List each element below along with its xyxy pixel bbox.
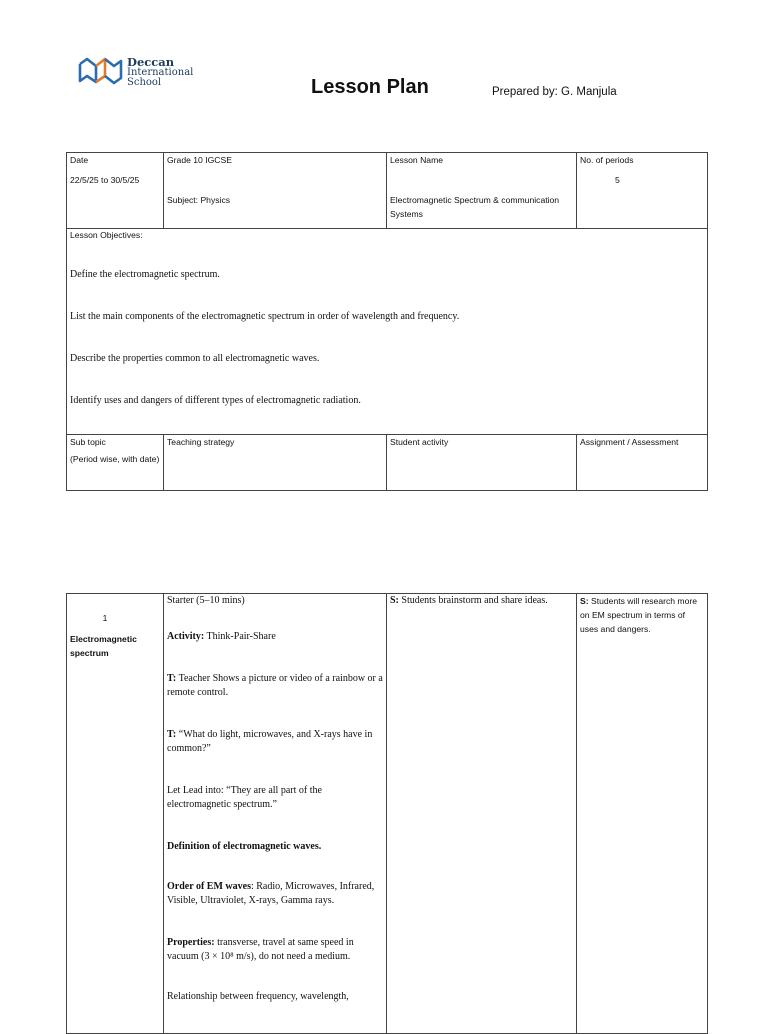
assessment-text: S: Students will research more on EM spectrum in terms of uses and dangers. — [580, 596, 698, 634]
periods-value: 5 — [615, 175, 620, 185]
period-1-assessment — [577, 594, 708, 1034]
lesson-name-cell — [387, 153, 577, 229]
strategy-line: Definition of electromagnetic waves. — [167, 841, 322, 852]
grade-label: Grade 10 IGCSE — [167, 155, 232, 165]
period-1-strategy — [164, 594, 387, 1034]
subject-label: Subject: Physics — [167, 195, 231, 205]
periods-label: No. of periods — [580, 155, 634, 165]
strategy-line: Activity: Think-Pair-Share — [167, 631, 276, 642]
prepared-by: Prepared by: G. Manjula — [492, 86, 617, 98]
open-book-logo-icon — [78, 56, 124, 86]
strategy-line: Let Lead into: “They are all part of the electromagnetic spectrum.” — [167, 785, 322, 810]
objective-item: List the main components of the electromagnetic spectrum in order of wavelength and frequency. — [70, 311, 460, 322]
activity-text: S: Students brainstorm and share ideas. — [390, 595, 548, 606]
lesson-name-value: Electromagnetic Spectrum & communication Systems — [390, 195, 560, 219]
objective-item: Identify uses and dangers of different types of electromagnetic radiation. — [70, 395, 361, 406]
school-logo — [78, 56, 193, 88]
objectives-label: Lesson Objectives: — [70, 230, 143, 240]
lesson-info-table — [66, 152, 708, 491]
period-topic: Electromagnetic spectrum — [70, 634, 137, 658]
objective-item: Define the electromagnetic spectrum. — [70, 269, 220, 280]
period-1-subtopic — [67, 594, 164, 1034]
period-plan-table — [66, 593, 708, 1034]
page-title: Lesson Plan — [311, 76, 429, 98]
activity-header: Student activity — [387, 435, 577, 491]
period-number: 1 — [102, 613, 108, 623]
logo-line-2: International — [127, 67, 194, 78]
subtopic-header — [67, 435, 164, 491]
subtopic-note: (Period wise, with date) — [70, 454, 160, 464]
objectives-cell — [67, 229, 708, 435]
strategy-line: T: “What do light, microwaves, and X-rays have in common?” — [167, 729, 373, 754]
date-cell — [67, 153, 164, 229]
lesson-name-label: Lesson Name — [390, 155, 444, 165]
assessment-header: Assignment / Assessment — [577, 435, 708, 491]
subtopic-label: Sub topic — [70, 437, 106, 447]
date-label: Date — [70, 155, 89, 165]
logo-line-1: Deccan — [127, 55, 175, 69]
strategy-header: Teaching strategy — [164, 435, 387, 491]
objective-item: Describe the properties common to all electromagnetic waves. — [70, 353, 320, 364]
date-value: 22/5/25 to 30/5/25 — [70, 175, 140, 185]
strategy-line: Starter (5–10 mins) — [167, 595, 245, 606]
strategy-line: Properties: transverse, travel at same speed in vacuum (3 × 10⁸ m/s), do not need a medium. — [167, 937, 354, 962]
period-1-activity — [387, 594, 577, 1034]
periods-cell — [577, 153, 708, 229]
logo-line-3: School — [127, 77, 162, 88]
strategy-line: Order of EM waves: Radio, Microwaves, Infrared, Visible, Ultraviolet, X-rays, Gamma rays. — [167, 881, 375, 906]
strategy-line: T: Teacher Shows a picture or video of a rainbow or a remote control. — [167, 673, 383, 698]
strategy-line: Relationship between frequency, wavelength, — [167, 991, 349, 1002]
grade-cell — [164, 153, 387, 229]
